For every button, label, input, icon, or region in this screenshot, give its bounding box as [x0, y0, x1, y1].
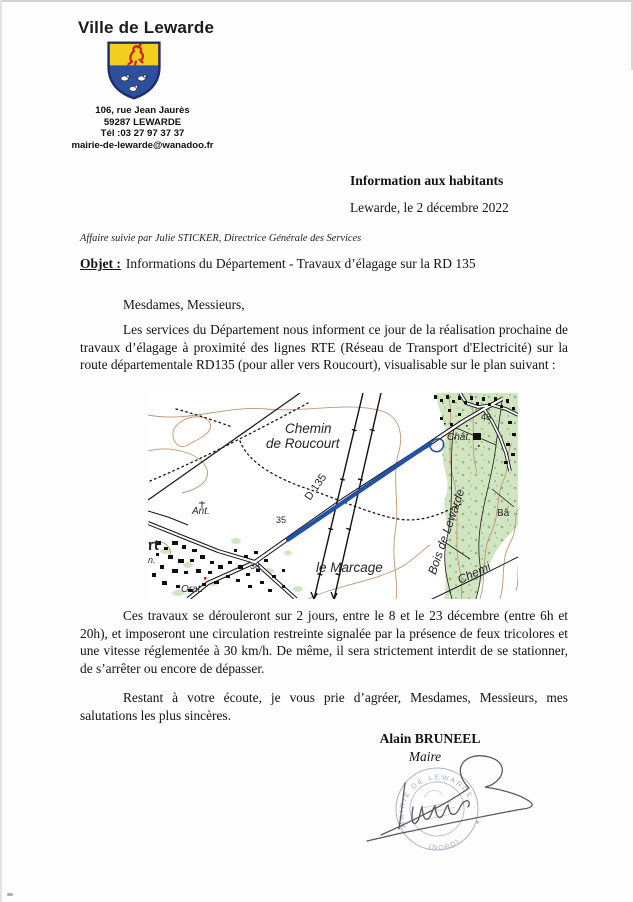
- map-label-orat: Orat.: [181, 584, 204, 595]
- signer-title: Maire: [408, 749, 442, 764]
- address-email: mairie-de-lewarde@wanadoo.fr: [71, 139, 214, 151]
- mayor-stamp-and-signature: [345, 753, 540, 865]
- map-label-38: 38: [250, 561, 261, 571]
- subject-label: Objet :: [80, 256, 121, 271]
- dateline: Lewarde, le 2 décembre 2022: [350, 200, 509, 215]
- map-label-de-roucourt: de Roucourt: [266, 436, 340, 451]
- map-label-town-partial: rt: [148, 537, 159, 554]
- paragraph-1: Les services du Département nous informent ce jour de la réalisation prochaine de travaux d’élagage à proximité des lignes RTE (Réseau de Transport d'Electricité) sur la route départementale RD135 (pour aller vers Roucourt), visualisable sur le plan suivant :: [80, 322, 568, 373]
- subject-line: [80, 256, 476, 272]
- address-phone: Tél :03 27 97 37 37: [100, 128, 185, 140]
- map-label-d135: D 135: [302, 471, 330, 503]
- map-label-chemin: Chemin: [285, 421, 332, 436]
- map-label-n: n.: [148, 555, 156, 565]
- chateau-building: [473, 433, 481, 440]
- letterhead-address: [35, 105, 250, 151]
- stamp-text-top: MAIRIE DE LEWARDE: [398, 774, 474, 829]
- town-landmark-red: [204, 577, 207, 580]
- map-label-ant: Ant.: [192, 506, 210, 517]
- handled-by-line: Affaire suivie par Julie STICKER, Directrice Générale des Services: [80, 233, 362, 244]
- subject-text: Informations du Département - Travaux d’élagage sur la RD 135: [125, 256, 476, 271]
- map-label-48: 48: [481, 412, 492, 422]
- round-stamp: [388, 760, 486, 859]
- road-map: [148, 393, 518, 599]
- scan-edge-left: [0, 0, 2, 902]
- notice-title: Information aux habitants: [350, 173, 504, 188]
- handwritten-signature: [367, 756, 532, 841]
- stamp-star-icon: ✶: [474, 819, 482, 828]
- address-city: 59287 LEWARDE: [103, 116, 182, 128]
- scan-edge-top: [0, 0, 633, 2]
- salutation: Mesdames, Messieurs,: [123, 297, 245, 312]
- stamp-text-bottom: (NORD): [427, 837, 462, 852]
- letterhead-title: Ville de Lewarde: [78, 18, 215, 37]
- town-crest-icon: [102, 37, 166, 103]
- paragraph-3: Restant à votre écoute, je vous prie d’agréer, Mesdames, Messieurs, mes salutations les plus sincères.: [80, 690, 568, 723]
- map-label-35: 35: [276, 515, 287, 525]
- map-label-chat: Chât.: [447, 432, 471, 443]
- address-street: 106, rue Jean Jaurès: [95, 105, 190, 116]
- map-label-chemi: Chemi: [455, 559, 493, 587]
- scan-speck: [7, 893, 13, 896]
- signer-name: Alain BRUNEEL: [379, 731, 481, 746]
- paragraph-2: Ces travaux se dérouleront sur 2 jours, entre le 8 et le 23 décembre (entre 6h et 20h), et imposeront une circulation restreinte signalée par la présence de feux tricolores et une vitesse réglementée à 30 km/h. De même, il sera strictement interdit de se stationner, de s’arrêter ou encore de dépasser.: [80, 608, 568, 676]
- map-label-le-marcage: le Marcage: [316, 560, 383, 575]
- map-label-bois-de-lewarde: Bois de Lewarde: [425, 487, 468, 577]
- town-buildings: [152, 541, 285, 592]
- map-label-ba: Bâ: [497, 508, 510, 519]
